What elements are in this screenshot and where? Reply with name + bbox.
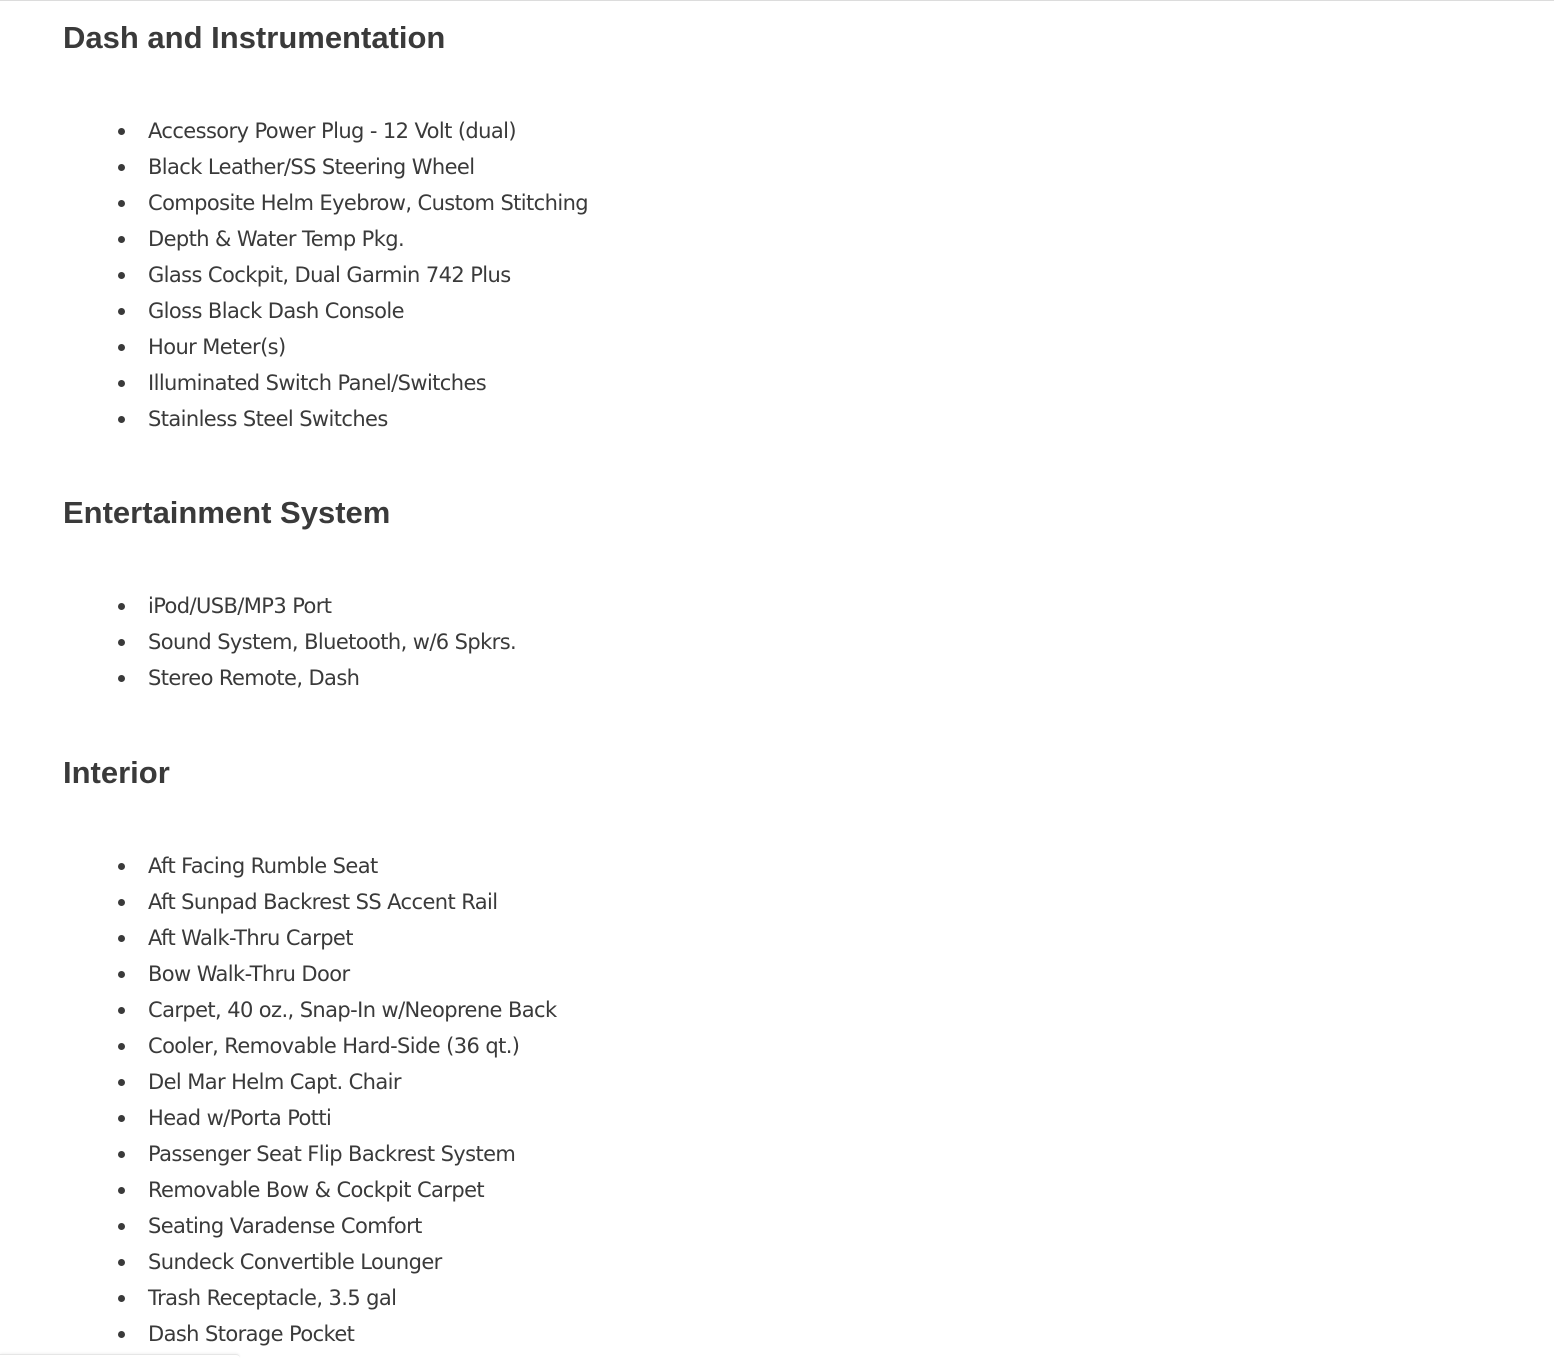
list-item: iPod/USB/MP3 Port [148,588,516,624]
list-item: Aft Facing Rumble Seat [148,848,557,884]
list-item: Carpet, 40 oz., Snap-In w/Neoprene Back [148,992,557,1028]
section-interior [63,755,557,1346]
list-item: Sundeck Convertible Lounger [148,1244,557,1280]
section-entertainment-system [63,495,517,690]
list-item: Aft Sunpad Backrest SS Accent Rail [148,884,557,920]
feature-list [63,848,557,1352]
list-item: Trash Receptacle, 3.5 gal [148,1280,557,1316]
list-item: Cooler, Removable Hard-Side (36 qt.) [148,1028,557,1064]
list-item: Glass Cockpit, Dual Garmin 742 Plus [148,257,588,293]
list-item: Head w/Porta Potti [148,1100,557,1136]
bottom-edge-shadow [0,1354,240,1358]
list-item: Sound System, Bluetooth, w/6 Spkrs. [148,624,516,660]
list-item: Stereo Remote, Dash [148,660,516,696]
list-item: Removable Bow & Cockpit Carpet [148,1172,557,1208]
feature-list [63,113,588,437]
list-item: Dash Storage Pocket [148,1316,557,1352]
list-item: Hour Meter(s) [148,329,588,365]
list-item: Seating Varadense Comfort [148,1208,557,1244]
top-divider [0,0,1554,1]
list-item: Composite Helm Eyebrow, Custom Stitching [148,185,588,221]
section-title: Dash and Instrumentation [63,20,446,55]
section-dash-and-instrumentation [63,20,589,431]
feature-list [63,588,516,696]
list-item: Accessory Power Plug - 12 Volt (dual) [148,113,588,149]
list-item: Del Mar Helm Capt. Chair [148,1064,557,1100]
list-item: Passenger Seat Flip Backrest System [148,1136,557,1172]
list-item: Stainless Steel Switches [148,401,588,437]
section-title: Interior [63,755,170,790]
list-item: Aft Walk-Thru Carpet [148,920,557,956]
list-item: Gloss Black Dash Console [148,293,588,329]
list-item: Black Leather/SS Steering Wheel [148,149,588,185]
list-item: Bow Walk-Thru Door [148,956,557,992]
list-item: Depth & Water Temp Pkg. [148,221,588,257]
section-title: Entertainment System [63,495,391,530]
list-item: Illuminated Switch Panel/Switches [148,365,588,401]
